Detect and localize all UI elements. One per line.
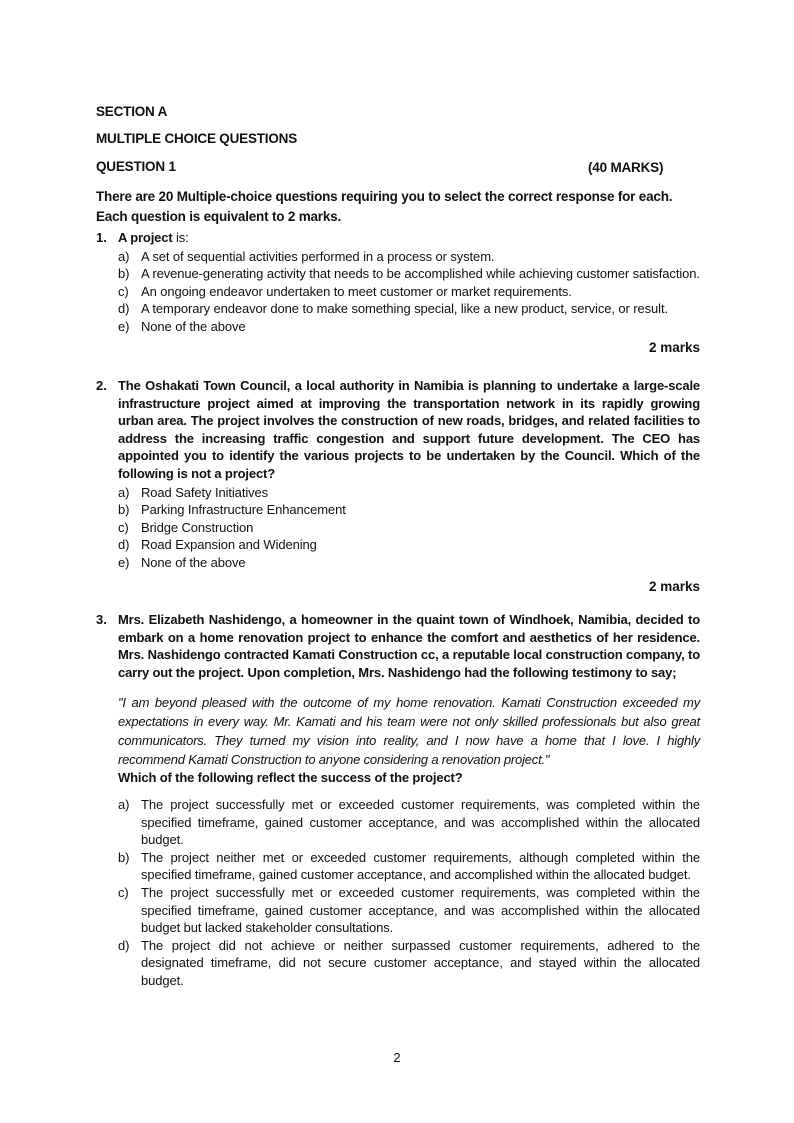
question-stem-bold: A project: [118, 230, 173, 245]
options-list: [118, 796, 700, 990]
option-c: [118, 519, 700, 537]
option-label: a): [118, 796, 130, 812]
option-b: [118, 265, 700, 283]
option-label: e): [118, 554, 130, 570]
question-stem: The Oshakati Town Council, a local authority in Namibia is planning to undertake a large-scale infrastructure project aimed at improving the transportation network in its rapidly growing urban area. The project involves the construction of new roads, bridges, and related facilities to address the increasing traffic congestion and support future development. The CEO has appointed you to identify the various projects to be undertaken by the Council. Which of the following is not a project?: [118, 378, 700, 481]
option-text: Road Expansion and Widening: [141, 537, 317, 553]
option-label: e): [118, 318, 130, 334]
question-marks: 2 marks: [648, 339, 700, 355]
option-text: None of the above: [141, 554, 246, 570]
options-list: [118, 248, 700, 336]
option-text: The project successfully met or exceeded customer requirements, was completed within the specified timeframe, gained customer acceptance, and was accomplished within the allocated budget.: [141, 796, 700, 848]
instructions-line-1: There are 20 Multiple-choice questions requiring you to select the correct response for each.: [96, 189, 673, 204]
option-label: c): [118, 519, 129, 535]
option-label: d): [118, 301, 130, 317]
option-text: Road Safety Initiatives: [141, 484, 269, 500]
question-label: QUESTION 1: [96, 159, 176, 174]
option-c: [118, 884, 700, 937]
option-label: b): [118, 502, 130, 518]
section-heading: SECTION A: [96, 104, 168, 119]
option-a: [118, 796, 700, 849]
option-d: [118, 536, 700, 554]
testimony-quote: "I am beyond pleased with the outcome of my home renovation. Kamati Construction exceeded my expectations in every way. Mr. Kamati and his team were not only skilled professionals but also great communicators. They turned my vision into reality, and I now have a home that I love. I highly recommend Kamati Construction to anyone considering a renovation project.": [118, 695, 700, 768]
option-text: A revenue-generating activity that needs to be accomplished while achieving customer satisfaction.: [141, 266, 700, 282]
option-text: A set of sequential activities performed in a process or system.: [141, 248, 495, 264]
subsection-heading: MULTIPLE CHOICE QUESTIONS: [96, 131, 298, 146]
option-text: Parking Infrastructure Enhancement: [141, 502, 346, 518]
question-number: 1.: [96, 230, 107, 245]
option-label: d): [118, 537, 130, 553]
option-label: b): [118, 266, 130, 282]
option-label: c): [118, 283, 129, 299]
option-c: [118, 283, 700, 301]
option-label: a): [118, 484, 130, 500]
option-label: d): [118, 937, 130, 953]
option-text: The project neither met or exceeded customer requirements, although completed within the specified timeframe, gained customer acceptance, and accomplished within the allocated budget.: [141, 849, 700, 883]
option-text: A temporary endeavor done to make something special, like a new product, service, or result.: [141, 301, 668, 317]
question-total-marks: (40 MARKS): [588, 160, 664, 175]
option-label: c): [118, 884, 129, 900]
question-number: 2.: [96, 378, 107, 393]
option-text: The project did not achieve or neither surpassed customer requirements, adhered to the designated timeframe, did not secure customer acceptance, and stayed within the allocated budget.: [141, 937, 700, 988]
options-list: [118, 484, 700, 572]
instructions: [96, 187, 700, 227]
option-a: [118, 248, 700, 266]
instructions-line-2: Each question is equivalent to 2 marks.: [96, 209, 342, 224]
option-e: [118, 318, 700, 336]
option-text: None of the above: [141, 318, 246, 334]
option-text: Bridge Construction: [141, 519, 254, 535]
option-b: [118, 501, 700, 519]
option-text: An ongoing endeavor undertaken to meet customer or market requirements.: [141, 283, 572, 299]
question-stem: Mrs. Elizabeth Nashidengo, a homeowner in the quaint town of Windhoek, Namibia, decided to embark on a home renovation project to enhance the comfort and aesthetics of her residence. Mrs. Nashidengo contracted Kamati Construction cc, a reputable local construction company, to carry out the project. Upon completion, Mrs. Nashidengo had the following testimony to say;: [118, 612, 700, 680]
option-e: [118, 554, 700, 572]
option-d: [118, 300, 700, 318]
page-number: 2: [393, 1050, 401, 1065]
question-3: [96, 611, 700, 990]
option-text: The project successfully met or exceeded customer requirements, was completed within the specified timeframe, gained customer acceptance, and was accomplished within the allocated budget but lacked stakeholder consultations.: [141, 884, 700, 936]
option-b: [118, 849, 700, 884]
question-stem-rest: is:: [172, 230, 189, 245]
question-number: 3.: [96, 612, 107, 627]
option-d: [118, 937, 700, 990]
question-marks: 2 marks: [648, 578, 700, 594]
question-prompt: Which of the following reflect the success of the project?: [118, 770, 463, 786]
question-1: [96, 229, 700, 356]
option-label: b): [118, 849, 130, 865]
question-2: [96, 377, 700, 595]
question-stem: [118, 229, 700, 247]
option-label: a): [118, 248, 130, 264]
option-a: [118, 484, 700, 502]
